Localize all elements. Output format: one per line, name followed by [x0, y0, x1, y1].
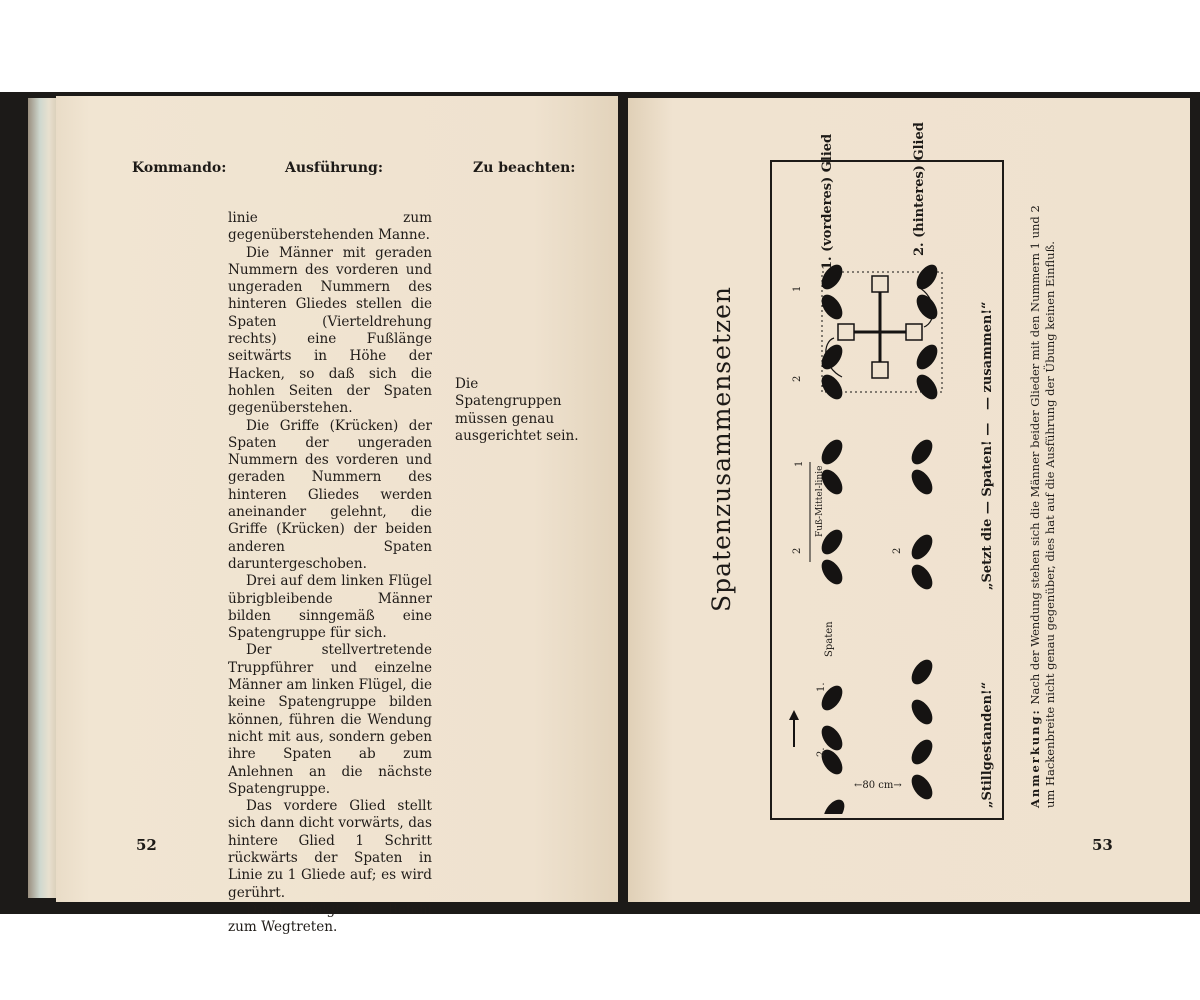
footprint [907, 736, 936, 768]
footprint [907, 466, 936, 498]
command-zusammen: — zusammen!“ [980, 301, 995, 410]
label-spaten: Spaten [824, 621, 835, 657]
spade-blade [872, 362, 888, 378]
footprint [907, 696, 936, 728]
header-zu-beachten: Zu beachten: [473, 160, 576, 176]
spade-blade [906, 324, 922, 340]
footprint [907, 771, 936, 803]
command-setzt-die-spaten: „Setzt die — Spaten! — [980, 422, 995, 590]
diagram-title: Spatenzusammensetzen [707, 285, 736, 612]
formation-diagram [772, 162, 998, 814]
label-fussmittellinie: Fuß-Mittel-linie [815, 465, 825, 537]
zu-beachten-note: Die Spatengruppen müssen genau ausgerichtet sein. [455, 376, 579, 444]
footprint [912, 291, 941, 323]
page-number-left: 52 [136, 836, 157, 854]
book-spread [0, 92, 1200, 914]
label-one: 1 [792, 285, 803, 292]
header-ausfuehrung: Ausführung: [285, 160, 383, 176]
anmerkung-label: Anmerkung: [1028, 708, 1042, 808]
arrow-head [789, 710, 799, 720]
page-number-right: 53 [1092, 836, 1113, 854]
command-stillgestanden: „Stillgestanden!“ [980, 681, 995, 808]
paragraph: linie zum gegenüberstehenden Manne. [228, 210, 432, 244]
label-distance: ←80 cm→ [854, 780, 902, 791]
footprint [907, 561, 936, 593]
footprint [912, 341, 941, 373]
label-one: 1 [794, 460, 805, 467]
footprint [907, 531, 936, 563]
footprint [907, 436, 936, 468]
label-one-dot: 1. [816, 682, 827, 692]
footprint [817, 436, 846, 468]
label-two-dot: 2. [816, 747, 827, 757]
paragraph: Die Griffe (Krücken) der Spaten der ungeraden Nummern des vorderen und geraden Nummern des hinteren Gliedes werden aneinander gelehnt, die Griffe (Krücken) der beiden anderen Spaten daruntergeschoben. [228, 417, 432, 572]
label-two: 2 [792, 547, 803, 554]
label-two: 2 [892, 547, 903, 554]
footprint [817, 556, 846, 588]
spade-blade [872, 276, 888, 292]
paragraph: Dann erfolgt der Befehl zum Wegtreten. [228, 901, 432, 936]
paragraph: Der stellvertretende Truppführer und einzelne Männer am linken Flügel, die keine Spatengruppe bilden können, führen die Wendung nicht mit aus, sondern geben ihre Spaten ab zum Anlehnen an die nächste Spatengruppe. [228, 642, 432, 797]
spade-blade [838, 324, 854, 340]
anmerkung [1028, 188, 1058, 808]
paragraph: Die Männer mit geraden Nummern des vorderen und ungeraden Nummern des hinteren Gliedes stellen die Spaten (Vierteldrehung rechts) eine Fußlänge seitwärts in Höhe der Hacken, so daß sich die hohlen Seiten der Spaten gegenüberstehen. [228, 244, 432, 417]
footprint [912, 371, 941, 403]
footprint [819, 796, 848, 814]
page-edges [28, 98, 58, 898]
footprints-group-2 [810, 436, 937, 593]
anmerkung-text: Nach der Wendung stehen sich die Männer beider Glieder mit den Nummern 1 und 2 um Hackenbreite nicht genau gegenüber, dies hat auf die Ausführung der Übung keinen Einfluß. [1028, 205, 1057, 808]
header-kommando: Kommando: [132, 160, 227, 176]
rank-label-front: 1. (vorderes) Glied [820, 133, 835, 270]
rank-label-rear: 2. (hinteres) Glied [912, 122, 927, 256]
footprint [912, 261, 941, 293]
label-two: 2 [792, 375, 803, 382]
paragraph: Drei auf dem linken Flügel übrigbleibende Männer bilden sinngemäß eine Spatengruppe für sich. [228, 573, 432, 642]
ausfuehrung-text [228, 210, 432, 936]
footprints-group-3 [817, 261, 942, 403]
footprint [907, 656, 936, 688]
paragraph: Das vordere Glied stellt sich dann dicht vorwärts, das hintere Glied 1 Schritt rückwärts der Spaten in Linie zu 1 Gliede auf; es wird gerührt. [228, 798, 432, 901]
